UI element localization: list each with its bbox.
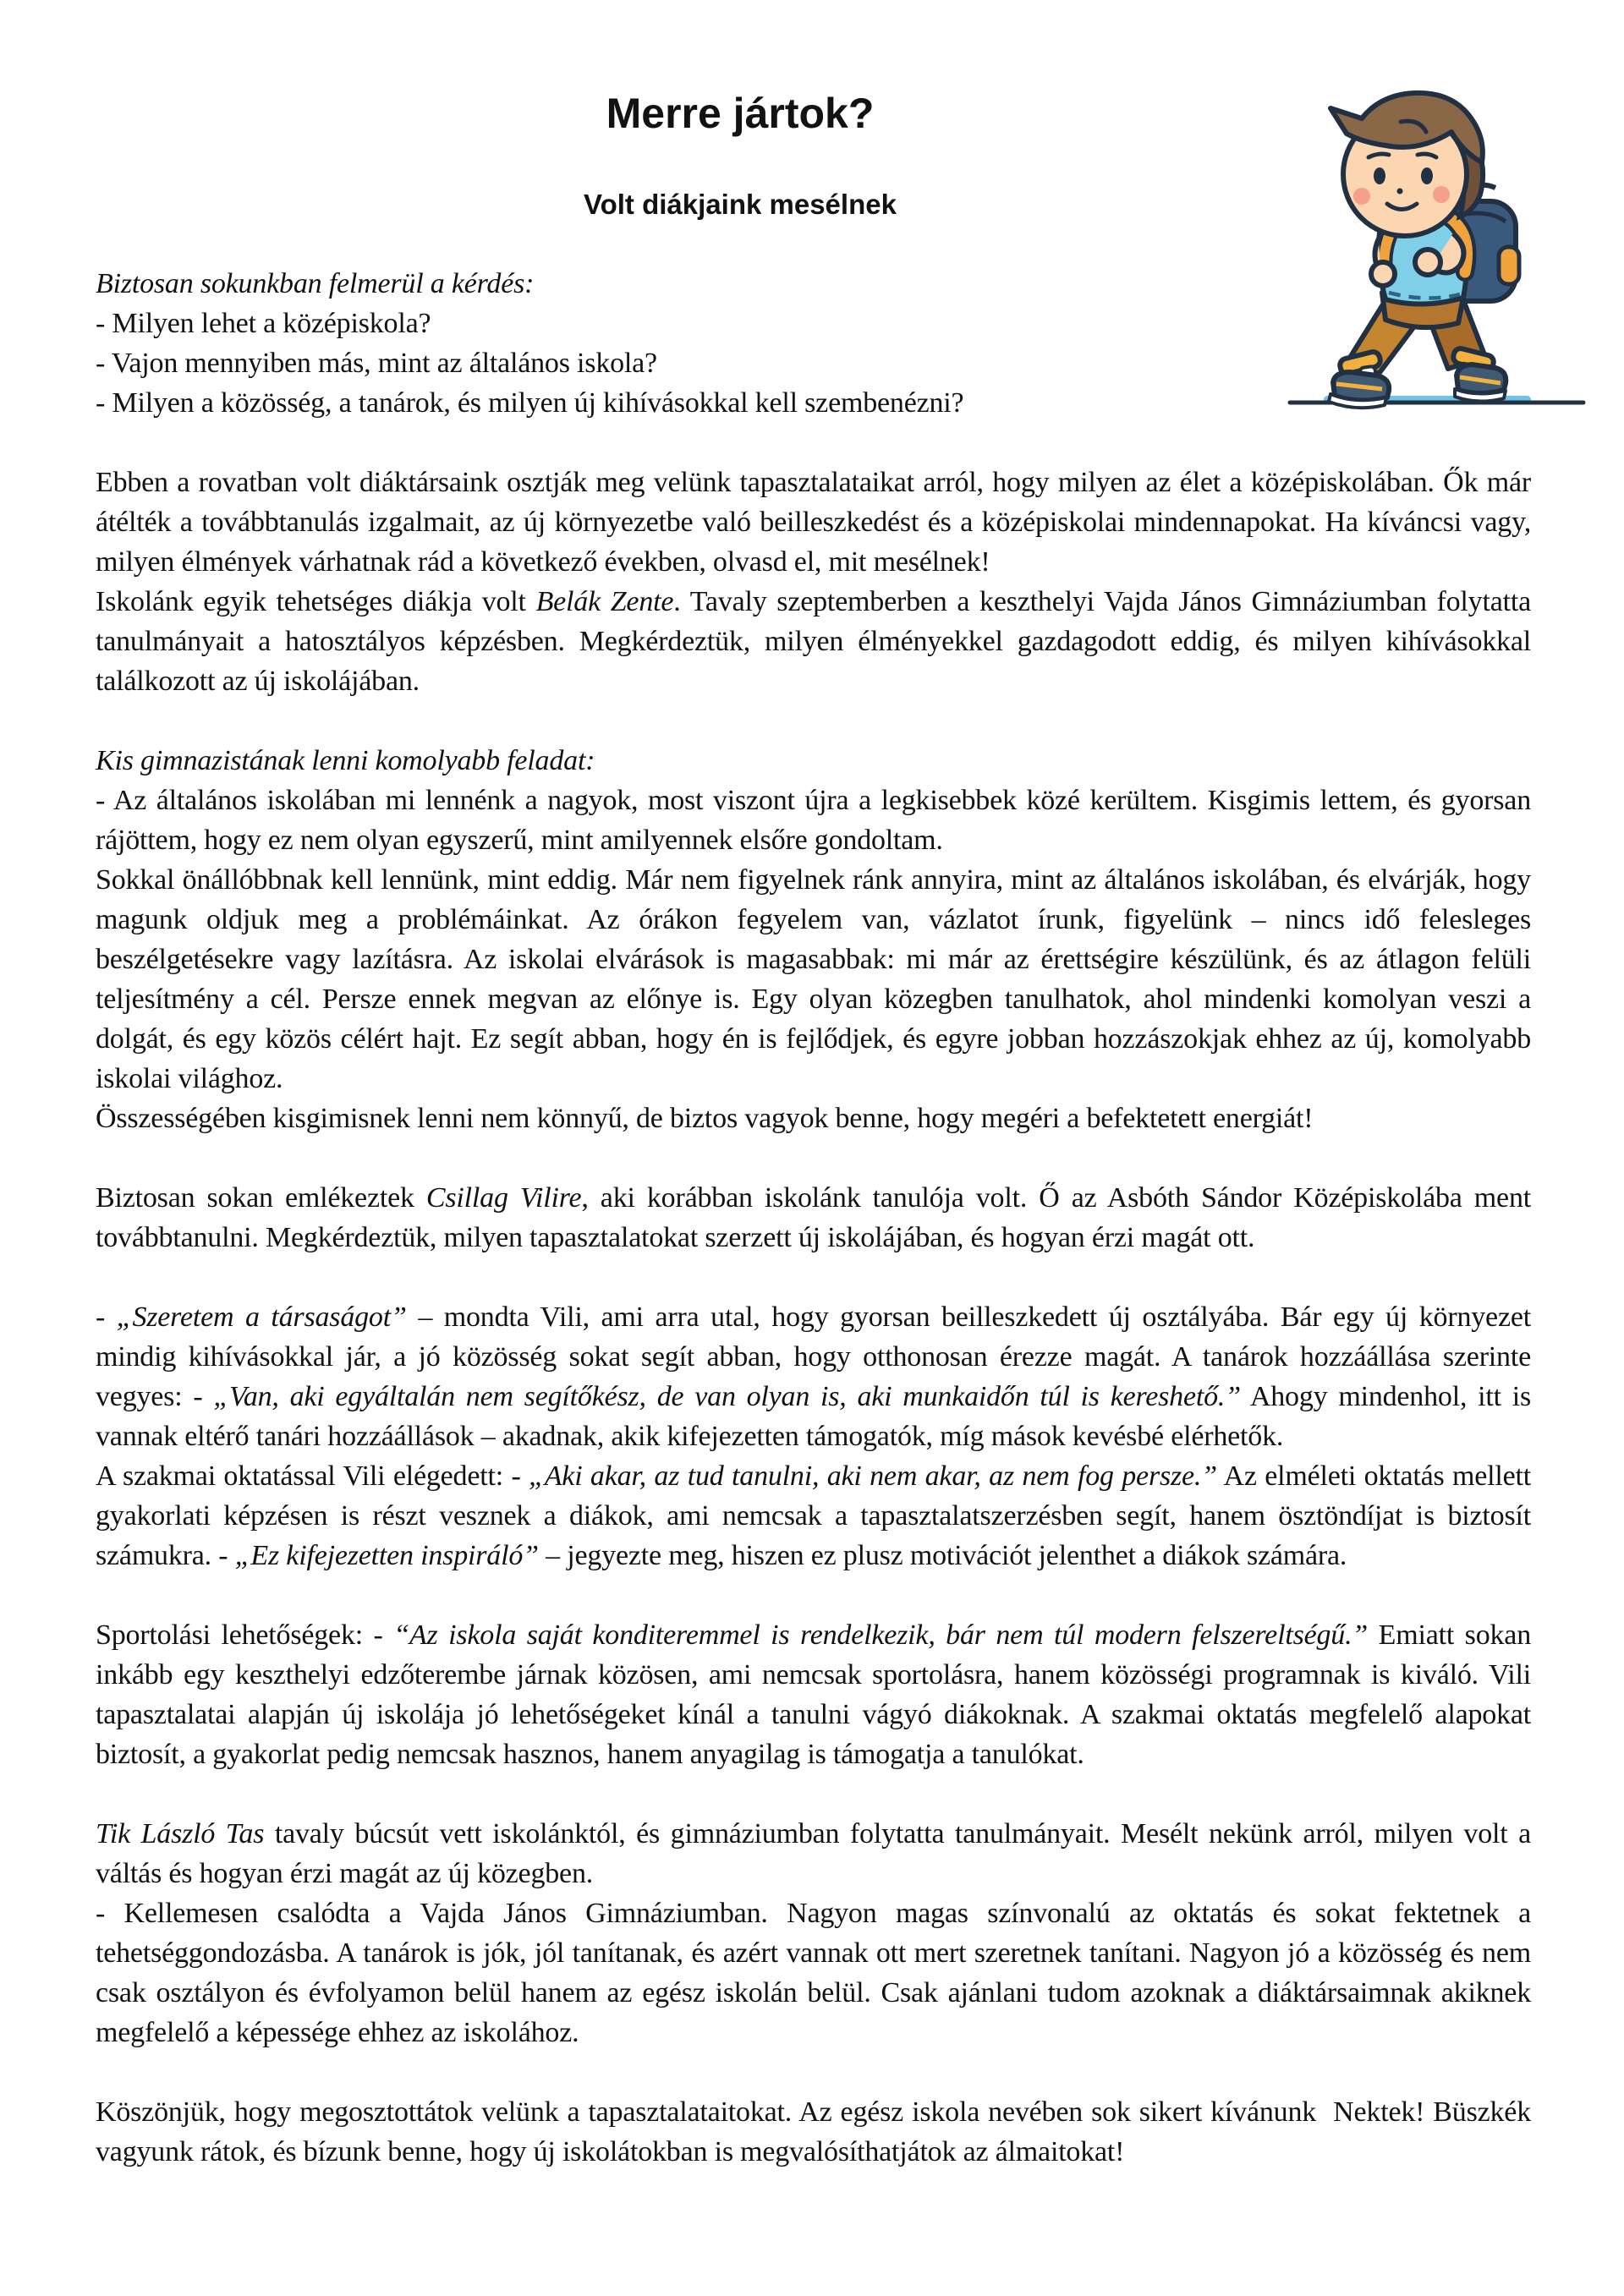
text-run: Biztosan sokan emlékeztek <box>96 1182 426 1214</box>
text-run: – jegyezte meg, hiszen ez plusz motivációt jelenthet a diákok számára. <box>538 1540 1347 1571</box>
text-run: , aki korábban iskolánk tanulója volt. Ő az Asbóth Sándor Középiskolába ment továbbtanulni. Megkérdeztük, milyen tapasztalatokat szerzett új iskolájában, és hogyan érzi magát ott. <box>96 1182 1531 1253</box>
text-run: Kis gimnazistának lenni komolyabb feladat: <box>96 745 595 776</box>
text-run: Csillag Vilire <box>425 1182 582 1214</box>
text-run: „Szeretem a társaságot” <box>116 1301 407 1333</box>
text-run: – mondta Vili, ami arra utal, hogy gyorsan beilleszkedett új osztályába. Bár egy új környezet mindig kihívásokkal jár, a jó közösség sokat segít abban, hogy otthonosan érezze magát. A tanárok hozzáállása szerinte vegyes: - <box>96 1301 1531 1412</box>
paragraph-tik-laszlo-tas <box>96 1814 1531 2052</box>
page-subtitle: Volt diákjaink mesélnek <box>584 189 897 220</box>
page-title: Merre jártok? <box>606 90 875 137</box>
paragraph-intro-questions <box>96 264 1531 423</box>
text-run: Tik László Tas <box>96 1818 265 1849</box>
article-body <box>96 264 1531 2172</box>
text-run: - Milyen a közösség, a tanárok, és milyen új kihívásokkal kell szembenézni? <box>96 387 964 419</box>
text-run: Sportolási lehetőségek: - <box>96 1619 394 1651</box>
text-run: - Az általános iskolában mi lennénk a nagyok, most viszont újra a legkisebbek közé kerültem. Kisgimis lettem, és gyorsan rájöttem, hogy ez nem olyan egyszerű, mint amilyennek elsőre gondoltam. <box>96 785 1531 856</box>
text-run: Emiatt sokan inkább egy keszthelyi edzőterembe járnak közösen, ami nemcsak sportolásra, hanem közösségi programnak is kiváló. Vili tapasztalatai alapján új iskolája jó lehetőségeket kínál a tanulni vágyó diákoknak. A szakmai oktatás megfelelő alapokat biztosít, a gyakorlat pedig nemcsak hasznos, hanem anyagilag is támogatja a tanulókat. <box>96 1619 1532 1770</box>
text-run: Biztosan sokunkban felmerül a kérdés: <box>96 268 535 299</box>
right-blush <box>1433 186 1450 203</box>
text-run: - Kellemesen csalódta a Vajda János Gimnáziumban. Nagyon magas színvonalú az oktatás és sokat fektetnek a tehetséggondozásba. A tanárok is jók, jól tanítanak, és azért vannak ott mert szeretnek tanítani. Nagyon jó a közösség és nem csak osztályon és évfolyamon belül hanem az egész iskolán belül. Csak ajánlani tudom azoknak a diáktársaimnak akiknek megfelelő a képessége ehhez az iskolához. <box>96 1898 1531 2048</box>
head <box>1330 93 1483 236</box>
text-run: Belák Zente <box>535 586 674 617</box>
paragraph-rovat-bemutatas <box>96 463 1531 701</box>
paragraph-sportolasi-lehetosegek <box>96 1615 1531 1774</box>
text-run: - Milyen lehet a középiskola? <box>96 308 431 339</box>
text-run: Az elméleti oktatás mellett gyakorlati képzésen is részt vesznek a diákok, ami nemcsak a tapasztalatszerzésben segít, hanem ösztöndíjat is biztosít számukra. - <box>96 1460 1531 1571</box>
text-run: tavaly búcsút vett iskolánktól, és gimnáziumban folytatta tanulmányait. Mesélt nekünk arról, milyen volt a váltás és hogyan érzi magát az új közegben. <box>96 1818 1531 1889</box>
right-eye <box>1421 167 1433 184</box>
text-run: Ebben a rovatban volt diáktársaink osztják meg velünk tapasztalataikat arról, hogy milyen az élet a középiskolában. Ők már átélték a továbbtanulás izgalmait, az új környezetbe való beilleszkedést és a középiskolai mindennapokat. Ha kíváncsi vagy, milyen élmények várhatnak rád a következő években, olvasd el, mit mesélnek! <box>96 467 1531 578</box>
text-run: Ahogy mindenhol, itt is vannak eltérő tanári hozzáállások – akadnak, akik kifejezetten támogatók, míg mások kevésbé elérhetők. <box>96 1381 1531 1452</box>
paragraph-zaro-koszonet <box>96 2092 1531 2172</box>
text-run: - Vajon mennyiben más, mint az általános iskola? <box>96 348 657 379</box>
text-run: „Van, aki egyáltalán nem segítőkész, de van olyan is, aki munkaidőn túl is kereshető.” <box>213 1381 1241 1412</box>
text-run: Sokkal önállóbbnak kell lennünk, mint eddig. Már nem figyelnek ránk annyira, mint az általános iskolában, és elvárják, hogy magunk oldjuk meg a problémáinkat. Az órákon fegyelem van, vázlatot írunk, figyelünk – nincs idő felesleges beszélgetésekre vagy lazításra. Az iskolai elvárások is magasabbak: mi már az érettségire készülünk, és az átlagon felüli teljesítmény a cél. Persze ennek megvan az előnye is. Egy olyan közegben tanulhatok, ahol mindenki komolyan veszi a dolgát, és egy közös célért hajt. Ez segít abban, hogy én is fejlődjek, és egyre jobban hozzászokjak ehhez az új, komolyabb iskolai világhoz. <box>96 864 1531 1094</box>
text-run: Köszönjük, hogy megosztottátok velünk a tapasztalataitokat. Az egész iskola nevében sok sikert kívánunk Nektek! Büszkék vagyunk rátok, és bízunk benne, hogy új iskolátokban is megvalósíthatjátok az álmaitokat! <box>96 2096 1531 2167</box>
text-run: - <box>96 1301 117 1333</box>
left-blush <box>1353 188 1370 205</box>
text-run: A szakmai oktatással Vili elégedett: - <box>96 1460 529 1492</box>
text-run: “Az iskola saját konditeremmel is rendelkezik, bár nem túl modern felszereltségű.” <box>393 1619 1369 1651</box>
nose <box>1397 189 1403 195</box>
paragraph-csillag-vili-bemutatas <box>96 1178 1531 1258</box>
text-run: „Ez kifejezetten inspiráló” <box>234 1540 539 1571</box>
text-run: „Aki akar, az tud tanulni, aki nem akar, az nem fog persze.” <box>529 1460 1217 1492</box>
text-run: Iskolánk egyik tehetséges diákja volt <box>96 586 536 617</box>
paragraph-vili-elmenyek <box>96 1297 1531 1575</box>
text-run: . Tavaly szeptemberben a keszthelyi Vajda János Gimnáziumban folytatta tanulmányait a hatosztályos képzésben. Megkérdeztük, milyen élményekkel gazdagodott eddig, és milyen kihívásokkal találkozott az új iskolájában. <box>96 586 1532 697</box>
text-run: Összességében kisgimisnek lenni nem könnyű, de biztos vagyok benne, hogy megéri a befektetett energiát! <box>96 1103 1314 1134</box>
left-eye <box>1374 167 1385 184</box>
paragraph-kisgimnazista <box>96 741 1531 1138</box>
